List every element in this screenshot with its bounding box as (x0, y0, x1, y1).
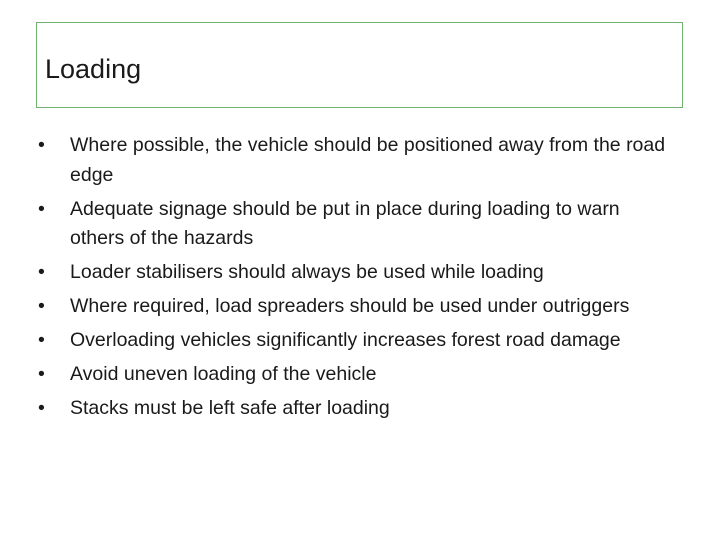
bullet-item (38, 292, 678, 322)
bullet-item (38, 394, 678, 424)
bullet-text: Adequate signage should be put in place during loading to warn others of the hazards (70, 197, 620, 249)
bullet-icon: • (38, 363, 45, 385)
bullet-text: Where required, load spreaders should be used under outriggers (70, 295, 630, 317)
bullet-list (38, 131, 678, 428)
bullet-text: Overloading vehicles significantly increases forest road damage (70, 329, 621, 351)
bullet-item (38, 360, 678, 390)
bullet-icon: • (38, 397, 45, 419)
bullet-item (38, 258, 678, 288)
bullet-item (38, 195, 678, 254)
bullet-item (38, 131, 678, 190)
bullet-icon: • (38, 295, 45, 317)
bullet-icon: • (38, 134, 45, 156)
bullet-text: Loader stabilisers should always be used while loading (70, 261, 544, 283)
slide-title: Loading (45, 54, 142, 84)
bullet-item (38, 326, 678, 356)
bullet-icon: • (38, 261, 45, 283)
bullet-icon: • (38, 329, 45, 351)
bullet-text: Avoid uneven loading of the vehicle (70, 363, 377, 385)
bullet-icon: • (38, 197, 45, 220)
title-placeholder (36, 22, 683, 108)
bullet-text: Stacks must be left safe after loading (70, 397, 390, 419)
bullet-text: Where possible, the vehicle should be positioned away from the road edge (70, 134, 666, 186)
